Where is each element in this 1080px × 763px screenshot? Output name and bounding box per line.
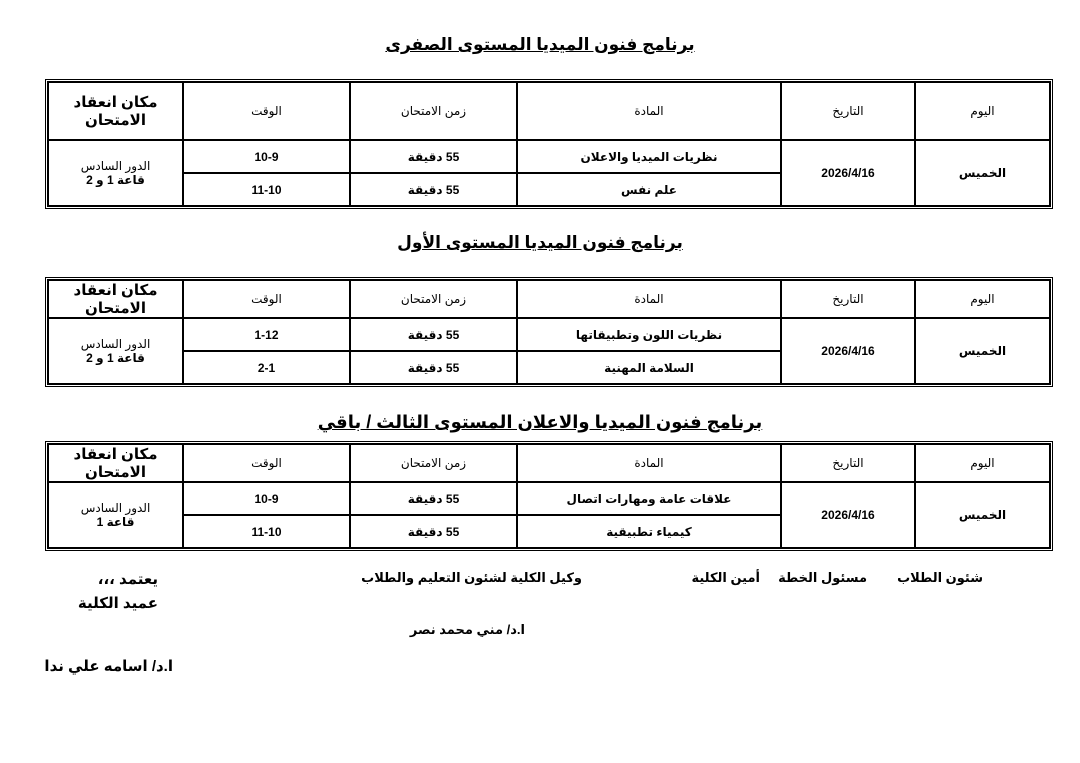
table-row — [48, 482, 1050, 515]
schedule-table-3 — [45, 441, 1053, 551]
subject-cell: كيمياء تطبيقية — [517, 515, 781, 548]
day-cell: الخميس — [915, 318, 1050, 384]
place-floor: الدور السادس — [80, 337, 151, 351]
header-time: الوقت — [183, 280, 350, 318]
table-1-title: برنامج فنون الميديا المستوى الصفرى — [385, 35, 695, 54]
duration-cell: 55 دقيقة — [350, 173, 517, 206]
place-hall: قاعة 1 و 2 — [86, 351, 145, 365]
header-subject: المادة — [517, 444, 781, 482]
place-cell — [48, 140, 183, 206]
place-floor: الدور السادس — [80, 159, 151, 173]
header-place: مكان انعقاد الامتحان — [48, 280, 183, 318]
header-day: اليوم — [915, 82, 1050, 140]
student-affairs-sign: شئون الطلاب — [897, 570, 983, 585]
schedule-table-1 — [45, 79, 1053, 209]
header-time: الوقت — [183, 444, 350, 482]
place-hall: قاعة 1 و 2 — [86, 173, 145, 187]
table-2-title: برنامج فنون الميديا المستوى الأول — [397, 233, 683, 252]
date-cell: 2026/4/16 — [781, 318, 915, 384]
header-place: مكان انعقاد الامتحان — [48, 82, 183, 140]
day-cell: الخميس — [915, 140, 1050, 206]
schedule-table-2 — [45, 277, 1053, 387]
header-subject: المادة — [517, 82, 781, 140]
place-floor: الدور السادس — [80, 501, 151, 515]
time-cell: 10-9 — [183, 482, 350, 515]
time-cell: 1-12 — [183, 318, 350, 351]
vice-dean-sign: وكيل الكلية لشئون التعليم والطلاب — [361, 570, 582, 585]
header-place: مكان انعقاد الامتحان — [48, 444, 183, 482]
duration-cell: 55 دقيقة — [350, 318, 517, 351]
subject-cell: السلامة المهنية — [517, 351, 781, 384]
vice-dean-name: ا.د/ مني محمد نصر — [409, 622, 525, 637]
college-secretary-sign: أمين الكلية — [691, 570, 760, 585]
dean-name: ا.د/ اسامه علي ندا — [44, 658, 173, 675]
time-cell: 11-10 — [183, 173, 350, 206]
header-subject: المادة — [517, 280, 781, 318]
duration-cell: 55 دقيقة — [350, 140, 517, 173]
duration-cell: 55 دقيقة — [350, 351, 517, 384]
place-hall: قاعة 1 — [96, 515, 135, 529]
table-row — [48, 318, 1050, 351]
duration-cell: 55 دقيقة — [350, 515, 517, 548]
header-day: اليوم — [915, 444, 1050, 482]
time-cell: 11-10 — [183, 515, 350, 548]
day-cell: الخميس — [915, 482, 1050, 548]
subject-cell: نظريات اللون وتطبيقاتها — [517, 318, 781, 351]
time-cell: 2-1 — [183, 351, 350, 384]
table-3-title: برنامج فنون الميديا والاعلان المستوى الثالث / باقي — [317, 412, 763, 432]
header-date: التاريخ — [781, 280, 915, 318]
header-time: الوقت — [183, 82, 350, 140]
table-row — [48, 140, 1050, 173]
place-cell — [48, 318, 183, 384]
dean-title: عميد الكلية — [77, 595, 158, 612]
header-duration: زمن الامتحان — [350, 82, 517, 140]
date-cell: 2026/4/16 — [781, 482, 915, 548]
header-day: اليوم — [915, 280, 1050, 318]
time-cell: 10-9 — [183, 140, 350, 173]
subject-cell: علاقات عامة ومهارات اتصال — [517, 482, 781, 515]
header-date: التاريخ — [781, 82, 915, 140]
place-cell — [48, 482, 183, 548]
plan-officer-sign: مسئول الخطة — [778, 570, 867, 585]
date-cell: 2026/4/16 — [781, 140, 915, 206]
subject-cell: نظريات الميديا والاعلان — [517, 140, 781, 173]
header-duration: زمن الامتحان — [350, 444, 517, 482]
duration-cell: 55 دقيقة — [350, 482, 517, 515]
subject-cell: علم نفس — [517, 173, 781, 206]
header-duration: زمن الامتحان — [350, 280, 517, 318]
approval-label: يعتمد ،،، — [97, 571, 158, 588]
header-date: التاريخ — [781, 444, 915, 482]
